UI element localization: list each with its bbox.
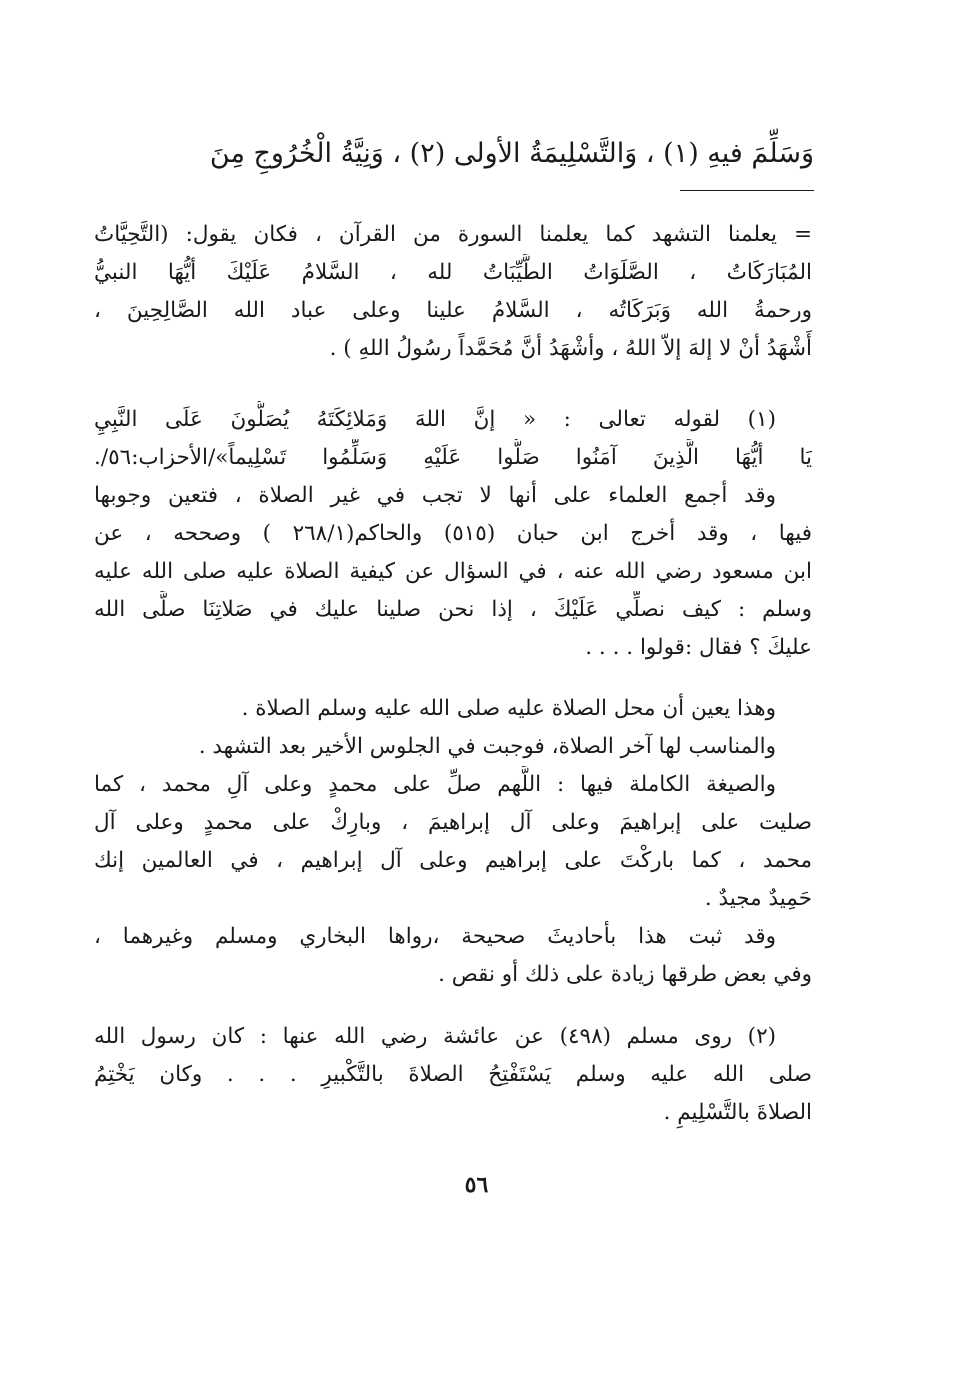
main-text-line: وَسَلِّمَ فيهِ (١) ، وَالتَّسْلِيمَةُ الأولى (٢) ، وَنِيَّةُ الْخُرُوجِ مِنَ: [209, 138, 814, 169]
footnote-line: صلى الله عليه وسلم يَسْتَفْتِحُ الصلاةَ بالتَّكْبيرِ . . . وكان يَخْتِمُ: [94, 1062, 812, 1087]
footnote-line: ورحمةُ الله وَبَرَكَاتُه ، السَّلامُ علينا وعلى عباد الله الصَّالِحِينَ ،: [94, 298, 812, 323]
footnote-line: (١) لقوله تعالى : « إنَّ اللهَ وَمَلائِكَتَهُ يُصَلُّونَ عَلَى النَّبِيِ: [94, 407, 776, 432]
footnote-line: وفي بعض طرقها زيادة على ذلك أو نقص .: [438, 962, 812, 987]
footnote-line: والصيغة الكاملة فيها : اللَّهم صلِّ على محمدٍ وعلى آلِ محمد ، كما: [94, 772, 776, 797]
footnote-line: وقد ثبت هذا بأحاديثَ صحيحة ،رواها البخاري ومسلم وغيرهما ،: [94, 924, 776, 949]
footnote-separator: [680, 190, 814, 191]
footnote-line: يَا أيُّهَا الَّذِينَ آمَنُوا صَلُّوا عَلَيْهِ وَسَلِّمُوا تَسْلِيماً»/الأحزاب:٥٦/.: [94, 445, 812, 470]
footnote-2: [94, 1018, 812, 1132]
footnote-line: والمناسب لها آخر الصلاة، فوجبت في الجلوس الأخير بعد التشهد .: [198, 734, 776, 759]
footnote-line: محمد ، كما باركْتَ على إبراهيم وعلى آل إبراهيم ، في العالمين إنك: [94, 848, 812, 873]
footnote-1-continued: [94, 690, 812, 994]
footnote-line: أَشْهَدُ أنْ لا إلهَ إلاّ اللهُ ، وأشْهَدُ أنَّ مُحَمَّداً رسُولُ اللهِ ) .: [329, 336, 812, 361]
footnote-line: فيها ، وقد أخرج ابن حبان (٥١٥) والحاكم(٢٦٨/١ ) وصححه ، عن: [94, 521, 812, 546]
footnote-line: عليكَ ؟ فقال :قولوا . . . .: [585, 635, 812, 660]
footnote-line: وقد أجمع العلماء على أنها لا تجب في غير الصلاة ، فتعين وجوبها: [94, 483, 776, 508]
footnote-line: المُبَارَكَاتُ ، الصَّلَوَاتُ الطَّيِّبَاتُ لله ، السَّلامُ عَلَيْكَ أيُّهَا النبيُّ: [94, 260, 812, 285]
footnote-line: ابن مسعود رضي الله عنه ، في السؤال عن كيفية الصلاة عليه صلى الله عليه: [94, 559, 812, 584]
footnote-line: = يعلمنا التشهد كما يعلمنا السورة من القرآن ، فكان يقول: (التَّحِيَّاتُ: [94, 222, 812, 247]
footnote-line: حَمِيدٌ مجيدٌ .: [704, 886, 812, 911]
main-text-block: [92, 128, 814, 180]
footnote-line: صليت على إبراهيمَ وعلى آل إبراهيمَ ، وبارِكْ على محمدٍ وعلى آل: [94, 810, 812, 835]
footnote-line: (٢) روى مسلم (٤٩٨) عن عائشة رضي الله عنها : كان رسول الله: [94, 1024, 777, 1049]
footnote-1: [94, 401, 812, 667]
footnote-line: وسلم : كيف نصلِّي عَلَيْكَ ، إذا نحن صلينا عليك في صَلاتِنَا صلَّى الله: [94, 597, 812, 622]
page-number: ٥٦: [464, 1172, 489, 1198]
footnote-line: وهذا يعين أن محل الصلاة عليه صلى الله عليه وسلم الصلاة .: [241, 696, 776, 721]
footnote-continuation: [94, 216, 812, 368]
footnote-line: الصلاةَ بالتَّسْلِيمِ .: [663, 1100, 812, 1125]
